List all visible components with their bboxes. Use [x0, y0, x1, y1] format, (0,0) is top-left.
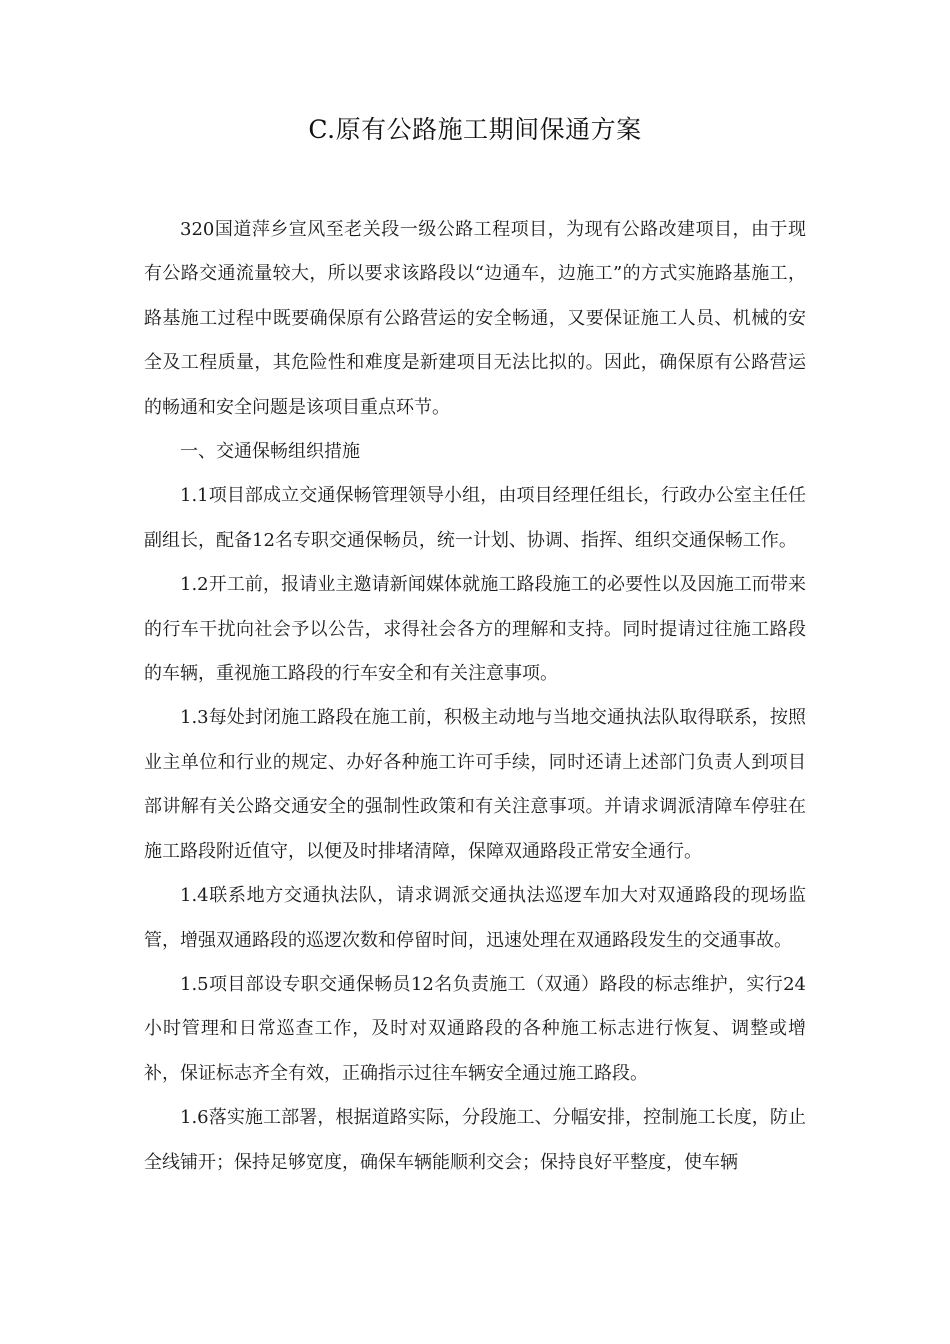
paragraph-1-4: 1.4联系地方交通执法队，请求调派交通执法巡逻车加大对双通路段的现场监管，增强双通路段的巡逻次数和停留时间，迅速处理在双通路段发生的交通事故。 [144, 885, 806, 951]
document-body [144, 208, 806, 1185]
paragraph-1-5: 1.5项目部设专职交通保畅员12名负责施工（双通）路段的标志维护，实行24小时管理和日常巡查工作，及时对双通路段的各种施工标志进行恢复、调整或增补，保证标志齐全有效，正确指示过往车辆安全通过施工路段。 [144, 973, 806, 1084]
section-heading-traffic-measures: 一、交通保畅组织措施 [180, 441, 360, 463]
paragraph-1-3: 1.3每处封闭施工路段在施工前，积极主动地与当地交通执法队取得联系，按照业主单位和行业的规定、办好各种施工许可手续，同时还请上述部门负责人到项目部讲解有关公路交通安全的强制性政策和有关注意事项。并请求调派清障车停驻在施工路段附近值守，以便及时排堵清障，保障双通路段正常安全通行。 [144, 707, 806, 862]
paragraph-1-2: 1.2开工前，报请业主邀请新闻媒体就施工路段施工的必要性以及因施工而带来的行车干扰向社会予以公告，求得社会各方的理解和支持。同时提请过往施工路段的车辆，重视施工路段的行车安全和有关注意事项。 [144, 574, 806, 685]
document-title: C.原有公路施工期间保通方案 [308, 115, 642, 144]
paragraph-intro: 320国道萍乡宣风至老关段一级公路工程项目，为现有公路改建项目，由于现有公路交通流量较大，所以要求该路段以“边通车，边施工”的方式实施路基施工，路基施工过程中既要确保原有公路营运的安全畅通，又要保证施工人员、机械的安全及工程质量，其危险性和难度是新建项目无法比拟的。因此，确保原有公路营运的畅通和安全问题是该项目重点环节。 [144, 219, 806, 418]
paragraph-1-1: 1.1项目部成立交通保畅管理领导小组，由项目经理任组长，行政办公室主任任副组长，配备12名专职交通保畅员，统一计划、协调、指挥、组织交通保畅工作。 [144, 485, 806, 551]
paragraph-1-6: 1.6落实施工部署，根据道路实际，分段施工、分幅安排，控制施工长度，防止全线铺开；保持足够宽度，确保车辆能顺利交会；保持良好平整度，使车辆 [144, 1107, 806, 1173]
